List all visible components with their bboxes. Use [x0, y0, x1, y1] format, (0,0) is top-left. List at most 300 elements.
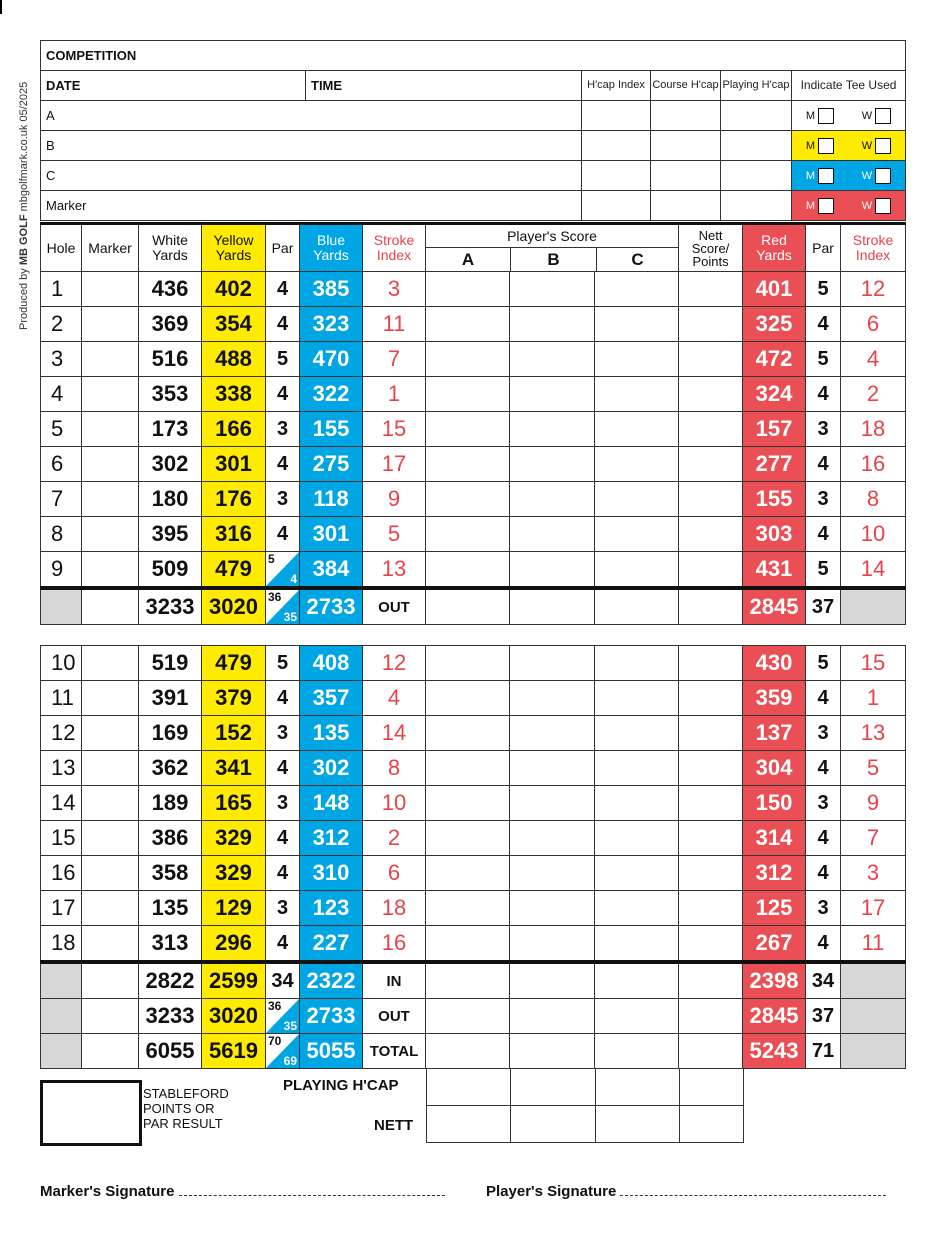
m-checkbox[interactable]	[818, 198, 834, 214]
hole-header: Hole	[41, 224, 82, 272]
total-label: TOTAL	[363, 1034, 426, 1069]
score-a-field[interactable]	[426, 307, 510, 342]
nett-points-field[interactable]	[679, 716, 743, 751]
stroke-index: 13	[363, 552, 426, 589]
score-b-field[interactable]	[510, 552, 595, 589]
in-rowtotal-row	[41, 962, 906, 999]
total-blank	[41, 588, 82, 625]
par-value: 4	[266, 517, 300, 552]
marker-score-field[interactable]	[82, 891, 139, 926]
nett-a-field[interactable]	[427, 1106, 511, 1143]
w-label: W	[861, 139, 873, 152]
course-hcap-field[interactable]	[651, 191, 721, 221]
red-total: 2398	[743, 962, 806, 999]
score-b-field[interactable]	[510, 681, 595, 716]
hcap-nett-field[interactable]	[680, 1069, 744, 1106]
competition-field[interactable]	[41, 41, 906, 71]
tee-select	[792, 101, 906, 131]
blue-yards: 148	[300, 786, 363, 821]
w-checkbox[interactable]	[875, 138, 891, 154]
score-c-total[interactable]	[595, 962, 679, 999]
blue-yards: 301	[300, 517, 363, 552]
hcap-index-field[interactable]	[582, 131, 651, 161]
red-par: 3	[806, 482, 841, 517]
blue-yards: 302	[300, 751, 363, 786]
red-yards: 155	[743, 482, 806, 517]
red-total: 2845	[743, 999, 806, 1034]
stroke-index: 3	[363, 272, 426, 307]
yellow-yards: 354	[202, 307, 266, 342]
hole-row	[41, 821, 906, 856]
competition-label: COMPETITION	[46, 48, 137, 63]
score-a-field[interactable]	[426, 412, 510, 447]
red-yards: 125	[743, 891, 806, 926]
w-checkbox[interactable]	[875, 198, 891, 214]
playing-hcap-label: PLAYING H'CAP	[283, 1077, 399, 1094]
par-ladies: 69	[283, 1054, 297, 1068]
nett-points-field[interactable]	[679, 377, 743, 412]
score-a-field[interactable]	[426, 786, 510, 821]
nett-points-field[interactable]	[679, 926, 743, 963]
score-b-total[interactable]	[510, 588, 595, 625]
blue-yards: 123	[300, 891, 363, 926]
stroke-index: 5	[363, 517, 426, 552]
yellow-yards: 301	[202, 447, 266, 482]
score-b-field[interactable]	[510, 377, 595, 412]
score-b-total[interactable]	[510, 1034, 595, 1069]
white-yards: 519	[139, 646, 202, 681]
hcap-index-field[interactable]	[582, 101, 651, 131]
stroke-index: 2	[363, 821, 426, 856]
marker-score-field[interactable]	[82, 517, 139, 552]
marker-score-field[interactable]	[82, 716, 139, 751]
blue-yards: 310	[300, 856, 363, 891]
tee-select	[792, 191, 906, 221]
score-b-total[interactable]	[510, 999, 595, 1034]
stroke-index: 14	[363, 716, 426, 751]
front-nine-table	[40, 222, 906, 625]
score-a-field[interactable]	[426, 821, 510, 856]
marker-score-field[interactable]	[82, 342, 139, 377]
total-marker-field[interactable]	[82, 999, 139, 1034]
blue-total: 2733	[300, 588, 363, 625]
score-c-field[interactable]	[595, 751, 679, 786]
par-ladies: 35	[283, 1019, 297, 1033]
nett-points-field[interactable]	[679, 681, 743, 716]
player-signature[interactable]	[486, 1183, 886, 1200]
nett-points-field[interactable]	[679, 517, 743, 552]
par-total: 34	[266, 962, 300, 999]
nett-points-field[interactable]	[679, 856, 743, 891]
player-name-field[interactable]	[41, 191, 582, 221]
hcap-c-field[interactable]	[596, 1069, 680, 1106]
hole-row	[41, 272, 906, 307]
red-par: 5	[806, 342, 841, 377]
red-total: 5243	[743, 1034, 806, 1069]
hole-number: 6	[41, 447, 82, 482]
marker-score-field[interactable]	[82, 552, 139, 589]
m-checkbox[interactable]	[818, 108, 834, 124]
nett-header: Nett Score/ Points	[679, 224, 743, 272]
score-a-field[interactable]	[426, 377, 510, 412]
hole-row	[41, 412, 906, 447]
nett-c-field[interactable]	[596, 1106, 680, 1143]
yellow-yards: 479	[202, 552, 266, 589]
white-yards: 391	[139, 681, 202, 716]
nett-points-field[interactable]	[679, 821, 743, 856]
hole-number: 14	[41, 786, 82, 821]
producer-site: mbgolfmark.co.uk 05/2025	[18, 81, 30, 212]
course-hcap-field[interactable]	[651, 101, 721, 131]
red-stroke-index: 9	[841, 786, 906, 821]
date-field[interactable]	[41, 71, 306, 101]
hole-number: 15	[41, 821, 82, 856]
hole-row	[41, 377, 906, 412]
nett-points-field[interactable]	[679, 751, 743, 786]
course-hcap-field[interactable]	[651, 131, 721, 161]
score-c-field[interactable]	[595, 552, 679, 589]
red-yards: 312	[743, 856, 806, 891]
marker-score-field[interactable]	[82, 447, 139, 482]
marker-score-field[interactable]	[82, 307, 139, 342]
score-a-field[interactable]	[426, 716, 510, 751]
par-ladies: 35	[283, 610, 297, 624]
score-b-field[interactable]	[510, 517, 595, 552]
stroke-index-header: Stroke Index	[363, 224, 426, 272]
producer-note	[18, 82, 30, 330]
score-c-field[interactable]	[595, 926, 679, 963]
red-stroke-index: 8	[841, 482, 906, 517]
red-stroke-index: 13	[841, 716, 906, 751]
stroke-index: 9	[363, 482, 426, 517]
hole-number: 8	[41, 517, 82, 552]
score-a-total[interactable]	[426, 999, 510, 1034]
marker-score-field[interactable]	[82, 681, 139, 716]
hcap-a-field[interactable]	[427, 1069, 511, 1106]
nett-points-field[interactable]	[679, 891, 743, 926]
course-hcap-field[interactable]	[651, 161, 721, 191]
player-label: B	[46, 138, 55, 153]
stroke-index: 1	[363, 377, 426, 412]
score-b-field[interactable]	[510, 412, 595, 447]
player-signature-label: Player's Signature	[486, 1183, 617, 1200]
par-value: 4	[266, 751, 300, 786]
yellow-yards: 329	[202, 856, 266, 891]
stroke-index: 18	[363, 891, 426, 926]
nett-total[interactable]	[679, 999, 743, 1034]
score-c-field[interactable]	[595, 716, 679, 751]
score-a-field[interactable]	[426, 891, 510, 926]
nett-b-field[interactable]	[511, 1106, 596, 1143]
hole-row	[41, 891, 906, 926]
yellow-yards: 402	[202, 272, 266, 307]
score-a-field[interactable]	[426, 517, 510, 552]
blue-yards: 357	[300, 681, 363, 716]
yellow-yards-header: Yellow Yards	[202, 224, 266, 272]
blue-yards: 227	[300, 926, 363, 963]
total-marker-field[interactable]	[82, 588, 139, 625]
score-a-field[interactable]	[426, 856, 510, 891]
white-yards: 362	[139, 751, 202, 786]
marker-score-field[interactable]	[82, 786, 139, 821]
red-yards: 472	[743, 342, 806, 377]
score-a-field[interactable]	[426, 482, 510, 517]
score-c-field[interactable]	[595, 681, 679, 716]
marker-score-field[interactable]	[82, 856, 139, 891]
par-value: 4	[266, 926, 300, 963]
score-c-field[interactable]	[595, 342, 679, 377]
blue-yards: 408	[300, 646, 363, 681]
score-c-field[interactable]	[595, 412, 679, 447]
player-name-field[interactable]	[41, 161, 582, 191]
marker-score-field[interactable]	[82, 821, 139, 856]
blue-total: 5055	[300, 1034, 363, 1069]
red-stroke-index: 15	[841, 646, 906, 681]
red-par-total: 34	[806, 962, 841, 999]
score-b-field[interactable]	[510, 482, 595, 517]
hole-row	[41, 786, 906, 821]
nett-total[interactable]	[679, 588, 743, 625]
score-a-field[interactable]	[426, 646, 510, 681]
marker-score-field[interactable]	[82, 482, 139, 517]
white-yards: 180	[139, 482, 202, 517]
w-checkbox[interactable]	[875, 168, 891, 184]
blue-yards: 135	[300, 716, 363, 751]
hcap-index-field[interactable]	[582, 191, 651, 221]
red-par: 4	[806, 856, 841, 891]
nett-points-field[interactable]	[679, 482, 743, 517]
score-b-field[interactable]	[510, 307, 595, 342]
stableford-line: PAR RESULT	[143, 1116, 223, 1131]
score-col-b: B	[511, 248, 597, 271]
blue-yards: 322	[300, 377, 363, 412]
par-men: 36	[268, 590, 282, 604]
hole-row	[41, 552, 906, 589]
score-a-field[interactable]	[426, 342, 510, 377]
indicate-tee-header: Indicate Tee Used	[792, 71, 906, 101]
player-name-field[interactable]	[41, 131, 582, 161]
column-header-row	[41, 224, 906, 272]
score-b-field[interactable]	[510, 821, 595, 856]
yellow-yards: 176	[202, 482, 266, 517]
par-value: 4	[266, 447, 300, 482]
blue-total: 2733	[300, 999, 363, 1034]
red-par: 4	[806, 821, 841, 856]
playing-hcap-field[interactable]	[721, 191, 792, 221]
red-yards: 430	[743, 646, 806, 681]
red-stroke-index: 17	[841, 891, 906, 926]
score-col-c: C	[631, 250, 644, 269]
score-b-field[interactable]	[510, 272, 595, 307]
score-c-total[interactable]	[595, 1034, 679, 1069]
m-checkbox[interactable]	[818, 138, 834, 154]
yellow-yards: 329	[202, 821, 266, 856]
par-value: 4	[266, 377, 300, 412]
producer-brand: MB GOLF	[18, 214, 30, 266]
blue-yards: 384	[300, 552, 363, 589]
marker-score-field[interactable]	[82, 926, 139, 963]
red-par-total: 71	[806, 1034, 841, 1069]
score-c-field[interactable]	[595, 272, 679, 307]
score-a-field[interactable]	[426, 447, 510, 482]
nett-points-field[interactable]	[679, 342, 743, 377]
yellow-yards: 316	[202, 517, 266, 552]
nett-points-field[interactable]	[679, 307, 743, 342]
total-label: IN	[363, 962, 426, 999]
nett-points-field[interactable]	[679, 447, 743, 482]
nett-label: NETT	[374, 1117, 414, 1134]
score-a-field[interactable]	[426, 751, 510, 786]
marker-score-field[interactable]	[82, 377, 139, 412]
score-c-field[interactable]	[595, 447, 679, 482]
nett-total[interactable]	[679, 1034, 743, 1069]
red-par: 4	[806, 751, 841, 786]
red-yards: 401	[743, 272, 806, 307]
score-b-field[interactable]	[510, 342, 595, 377]
blue-yards: 118	[300, 482, 363, 517]
nett-points-field[interactable]	[679, 272, 743, 307]
total-marker-field[interactable]	[82, 962, 139, 999]
score-b-field[interactable]	[510, 447, 595, 482]
w-label: W	[861, 169, 873, 182]
par-value: 4	[266, 821, 300, 856]
course-hcap-header: Course H'cap	[651, 71, 721, 101]
score-b-field[interactable]	[510, 716, 595, 751]
marker-score-field[interactable]	[82, 751, 139, 786]
total-blank	[841, 588, 906, 625]
hole-number: 3	[41, 342, 82, 377]
nett-points-field[interactable]	[679, 412, 743, 447]
m-label: M	[805, 139, 816, 152]
score-c-field[interactable]	[595, 377, 679, 412]
player-row-marker	[41, 191, 906, 221]
marker-signature[interactable]	[40, 1183, 445, 1200]
m-label: M	[805, 199, 816, 212]
back-nine-table	[40, 645, 906, 1069]
total-marker-field[interactable]	[82, 1034, 139, 1069]
white-yards: 369	[139, 307, 202, 342]
producer-label: Produced by	[18, 268, 30, 330]
score-b-field[interactable]	[510, 646, 595, 681]
score-a-field[interactable]	[426, 926, 510, 963]
score-b-field[interactable]	[510, 891, 595, 926]
score-col-a: A	[426, 248, 511, 271]
score-c-total[interactable]	[595, 999, 679, 1034]
red-par: 3	[806, 716, 841, 751]
score-b-field[interactable]	[510, 786, 595, 821]
total-blank	[841, 1034, 906, 1069]
tee-select	[792, 131, 906, 161]
par-split	[266, 552, 300, 589]
score-a-field[interactable]	[426, 272, 510, 307]
score-c-field[interactable]	[595, 856, 679, 891]
score-a-total[interactable]	[426, 1034, 510, 1069]
red-par: 4	[806, 926, 841, 963]
corner-mark	[0, 0, 2, 14]
hole-number: 13	[41, 751, 82, 786]
nett-points-field[interactable]	[680, 1106, 744, 1143]
hole-number: 16	[41, 856, 82, 891]
score-a-total[interactable]	[426, 588, 510, 625]
playing-hcap-field[interactable]	[721, 101, 792, 131]
score-c-field[interactable]	[595, 786, 679, 821]
hcap-index-field[interactable]	[582, 161, 651, 191]
score-c-total[interactable]	[595, 588, 679, 625]
player-label: Marker	[46, 198, 87, 213]
yellow-yards: 165	[202, 786, 266, 821]
par-men: 36	[268, 999, 282, 1013]
yellow-total: 3020	[202, 588, 266, 625]
hole-row	[41, 646, 906, 681]
white-yards: 189	[139, 786, 202, 821]
score-c-field[interactable]	[595, 517, 679, 552]
score-a-field[interactable]	[426, 681, 510, 716]
player-row-b	[41, 131, 906, 161]
red-stroke-index: 18	[841, 412, 906, 447]
hcap-b-field[interactable]	[511, 1069, 596, 1106]
competition-header	[40, 40, 906, 221]
nett-points-field[interactable]	[679, 552, 743, 589]
marker-score-field[interactable]	[82, 646, 139, 681]
player-label: C	[46, 168, 56, 183]
stroke-index: 7	[363, 342, 426, 377]
playing-hcap-field[interactable]	[721, 131, 792, 161]
yellow-yards: 166	[202, 412, 266, 447]
player-label: A	[46, 108, 55, 123]
red-stroke-index: 7	[841, 821, 906, 856]
score-b-field[interactable]	[510, 751, 595, 786]
score-a-field[interactable]	[426, 552, 510, 589]
red-total: 2845	[743, 588, 806, 625]
score-c-field[interactable]	[595, 646, 679, 681]
score-c-field[interactable]	[595, 821, 679, 856]
red-stroke-index: 14	[841, 552, 906, 589]
hole-number: 17	[41, 891, 82, 926]
red-stroke-index: 3	[841, 856, 906, 891]
yellow-yards: 129	[202, 891, 266, 926]
playing-hcap-field[interactable]	[721, 161, 792, 191]
score-b-field[interactable]	[510, 926, 595, 963]
nett-points-field[interactable]	[679, 646, 743, 681]
score-c-field[interactable]	[595, 307, 679, 342]
marker-header: Marker	[82, 224, 139, 272]
player-name-field[interactable]	[41, 101, 582, 131]
white-yards: 302	[139, 447, 202, 482]
player-row-c	[41, 161, 906, 191]
stableford-box[interactable]	[40, 1080, 142, 1146]
score-c-field[interactable]	[595, 482, 679, 517]
marker-score-field[interactable]	[82, 272, 139, 307]
score-c-field[interactable]	[595, 891, 679, 926]
red-yards: 431	[743, 552, 806, 589]
score-a-total[interactable]	[426, 962, 510, 999]
score-b-total[interactable]	[510, 962, 595, 999]
nett-total[interactable]	[679, 962, 743, 999]
red-par: 4	[806, 307, 841, 342]
score-b-field[interactable]	[510, 856, 595, 891]
white-yards: 395	[139, 517, 202, 552]
hole-row	[41, 482, 906, 517]
nett-points-field[interactable]	[679, 786, 743, 821]
time-field[interactable]	[306, 71, 582, 101]
par-value: 4	[266, 307, 300, 342]
marker-score-field[interactable]	[82, 412, 139, 447]
players-score-header	[426, 224, 679, 272]
m-checkbox[interactable]	[818, 168, 834, 184]
stableford-line: POINTS OR	[143, 1101, 215, 1116]
w-checkbox[interactable]	[875, 108, 891, 124]
white-yards: 516	[139, 342, 202, 377]
